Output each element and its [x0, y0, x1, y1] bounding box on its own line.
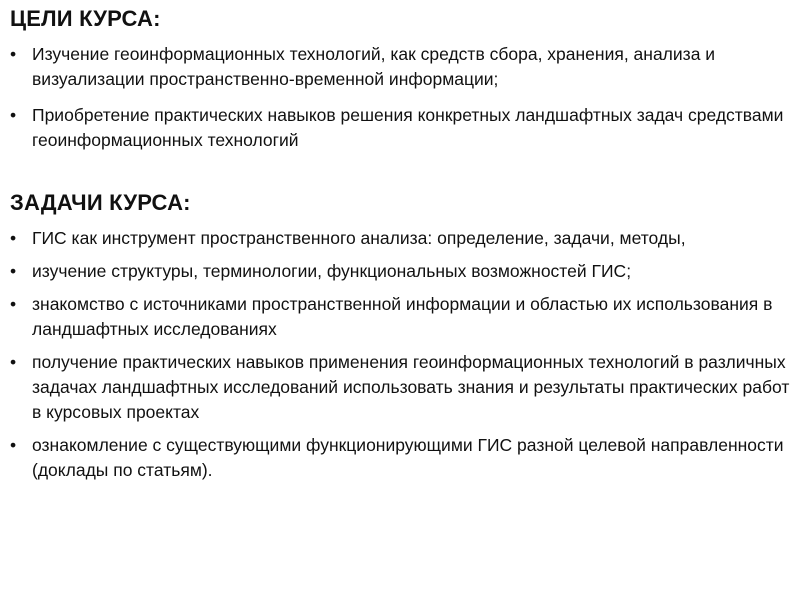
task-item [10, 292, 792, 342]
goal-item-text: Изучение геоинформационных технологий, как средств сбора, хранения, анализа и визуализации пространственно-временной информации; [32, 44, 716, 89]
task-item [10, 226, 792, 251]
task-item-text: получение практических навыков применения геоинформационных технологий в различных задачах ландшафтных исследований использовать знания и результаты практических работ в курсовых проектах [32, 352, 790, 422]
goals-list [10, 42, 792, 164]
task-item [10, 259, 792, 284]
task-item [10, 350, 792, 425]
goal-item-text: Приобретение практических навыков решения конкретных ландшафтных задач средствами геоинформационных технологий [32, 105, 784, 150]
bullet-icon: • [10, 105, 17, 125]
goals-heading: ЦЕЛИ КУРСА: [10, 6, 161, 31]
goal-item [10, 42, 792, 92]
goal-item [10, 103, 792, 153]
task-item-text: изучение структуры, терминологии, функциональных возможностей ГИС; [32, 261, 632, 281]
bullet-icon: • [10, 352, 17, 372]
bullet-icon: • [10, 261, 17, 281]
tasks-list [10, 226, 792, 483]
task-item-text: ознакомление с существующими функционирующими ГИС разной целевой направленности (доклады по статьям). [32, 435, 784, 480]
task-item-text: ГИС как инструмент пространственного анализа: определение, задачи, методы, [32, 228, 686, 248]
bullet-icon: • [10, 294, 17, 314]
task-item-text: знакомство с источниками пространственной информации и областью их использования в ландшафтных исследованиях [32, 294, 773, 339]
bullet-icon: • [10, 435, 17, 455]
bullet-icon: • [10, 44, 17, 64]
bullet-icon: • [10, 228, 17, 248]
task-item [10, 433, 792, 483]
tasks-heading: ЗАДАЧИ КУРСА: [10, 190, 191, 215]
